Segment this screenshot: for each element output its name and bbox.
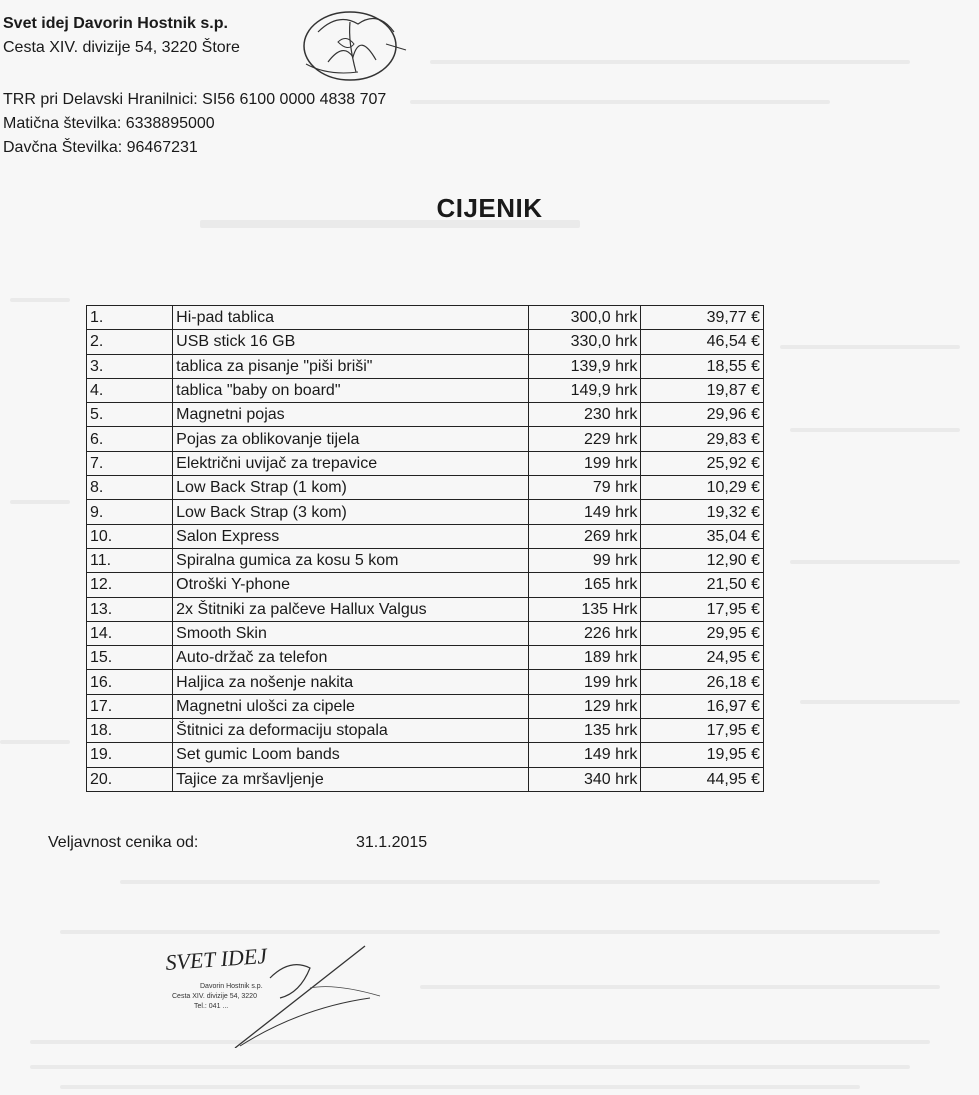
svg-text:Davorin Hostnik s.p.: Davorin Hostnik s.p. <box>200 983 263 990</box>
price-eur: 29,96 € <box>641 403 764 427</box>
item-name: Otroški Y-phone <box>173 573 529 597</box>
tax-number: Davčna Številka: 96467231 <box>3 139 198 156</box>
item-number: 3. <box>87 354 173 378</box>
item-name: tablica "baby on board" <box>173 378 529 402</box>
price-hrk: 226 hrk <box>528 621 640 645</box>
page-title: CIJENIK <box>436 193 543 223</box>
price-eur: 19,87 € <box>641 378 764 402</box>
price-hrk: 135 hrk <box>528 719 640 743</box>
table-row <box>87 646 764 670</box>
table-row <box>87 767 764 791</box>
price-table <box>86 305 764 792</box>
price-hrk: 139,9 hrk <box>528 354 640 378</box>
item-number: 16. <box>87 670 173 694</box>
item-number: 4. <box>87 378 173 402</box>
item-number: 2. <box>87 330 173 354</box>
bank-account: TRR pri Delavski Hranilnici: SI56 6100 0000 4838 707 <box>3 91 387 108</box>
item-name: tablica za pisanje "piši briši" <box>173 354 529 378</box>
item-number: 7. <box>87 451 173 475</box>
price-eur: 10,29 € <box>641 476 764 500</box>
price-eur: 24,95 € <box>641 646 764 670</box>
table-row <box>87 694 764 718</box>
item-name: Magnetni pojas <box>173 403 529 427</box>
item-name: Električni uvijač za trepavice <box>173 451 529 475</box>
price-hrk: 149 hrk <box>528 743 640 767</box>
price-eur: 29,83 € <box>641 427 764 451</box>
table-row <box>87 306 764 330</box>
price-hrk: 199 hrk <box>528 670 640 694</box>
item-number: 20. <box>87 767 173 791</box>
table-row <box>87 573 764 597</box>
svg-text:Tel.: 041 ...: Tel.: 041 ... <box>194 1003 229 1010</box>
table-row <box>87 378 764 402</box>
item-name: Set gumic Loom bands <box>173 743 529 767</box>
price-hrk: 149 hrk <box>528 500 640 524</box>
price-eur: 17,95 € <box>641 719 764 743</box>
price-eur: 19,32 € <box>641 500 764 524</box>
registration-number: Matična številka: 6338895000 <box>3 115 215 132</box>
price-hrk: 229 hrk <box>528 427 640 451</box>
item-name: Salon Express <box>173 524 529 548</box>
item-number: 9. <box>87 500 173 524</box>
item-number: 6. <box>87 427 173 451</box>
item-number: 11. <box>87 548 173 572</box>
item-number: 12. <box>87 573 173 597</box>
table-row <box>87 524 764 548</box>
item-number: 13. <box>87 597 173 621</box>
company-address: Cesta XIV. divizije 54, 3220 Štore <box>3 39 240 56</box>
price-eur: 44,95 € <box>641 767 764 791</box>
item-name: 2x Štitniki za palčeve Hallux Valgus <box>173 597 529 621</box>
svg-text:Cesta XIV. divizije 54, 3220: Cesta XIV. divizije 54, 3220 <box>172 993 257 1000</box>
company-details <box>3 88 386 160</box>
price-hrk: 99 hrk <box>528 548 640 572</box>
item-name: Štitnici za deformaciju stopala <box>173 719 529 743</box>
table-row <box>87 330 764 354</box>
table-row <box>87 427 764 451</box>
price-eur: 17,95 € <box>641 597 764 621</box>
table-row <box>87 476 764 500</box>
company-logo <box>298 2 410 84</box>
table-row <box>87 451 764 475</box>
item-name: Auto-držač za telefon <box>173 646 529 670</box>
item-name: Spiralna gumica za kosu 5 kom <box>173 548 529 572</box>
item-number: 10. <box>87 524 173 548</box>
item-name: Low Back Strap (3 kom) <box>173 500 529 524</box>
table-row <box>87 500 764 524</box>
table-row <box>87 354 764 378</box>
price-hrk: 230 hrk <box>528 403 640 427</box>
price-hrk: 269 hrk <box>528 524 640 548</box>
price-hrk: 330,0 hrk <box>528 330 640 354</box>
price-hrk: 129 hrk <box>528 694 640 718</box>
price-hrk: 300,0 hrk <box>528 306 640 330</box>
svg-text:SVET IDEJ: SVET IDEJ <box>164 942 268 975</box>
item-name: Haljica za nošenje nakita <box>173 670 529 694</box>
item-name: USB stick 16 GB <box>173 330 529 354</box>
item-number: 5. <box>87 403 173 427</box>
price-eur: 18,55 € <box>641 354 764 378</box>
price-eur: 19,95 € <box>641 743 764 767</box>
table-row <box>87 743 764 767</box>
price-hrk: 189 hrk <box>528 646 640 670</box>
item-number: 18. <box>87 719 173 743</box>
item-name: Magnetni ulošci za cipele <box>173 694 529 718</box>
item-number: 19. <box>87 743 173 767</box>
item-number: 14. <box>87 621 173 645</box>
price-eur: 16,97 € <box>641 694 764 718</box>
item-name: Tajice za mršavljenje <box>173 767 529 791</box>
table-row <box>87 670 764 694</box>
table-row <box>87 719 764 743</box>
table-row <box>87 548 764 572</box>
table-row <box>87 597 764 621</box>
item-name: Hi-pad tablica <box>173 306 529 330</box>
validity-date: 31.1.2015 <box>356 834 428 851</box>
price-hrk: 165 hrk <box>528 573 640 597</box>
table-row <box>87 621 764 645</box>
company-name: Svet idej Davorin Hostnik s.p. <box>3 15 228 32</box>
item-name: Smooth Skin <box>173 621 529 645</box>
item-number: 15. <box>87 646 173 670</box>
price-hrk: 199 hrk <box>528 451 640 475</box>
company-header <box>3 12 240 60</box>
price-eur: 12,90 € <box>641 548 764 572</box>
price-hrk: 135 Hrk <box>528 597 640 621</box>
price-eur: 29,95 € <box>641 621 764 645</box>
price-eur: 39,77 € <box>641 306 764 330</box>
price-hrk: 149,9 hrk <box>528 378 640 402</box>
price-eur: 35,04 € <box>641 524 764 548</box>
item-name: Pojas za oblikovanje tijela <box>173 427 529 451</box>
price-eur: 26,18 € <box>641 670 764 694</box>
company-stamp-signature <box>160 938 390 1048</box>
price-eur: 21,50 € <box>641 573 764 597</box>
price-eur: 46,54 € <box>641 330 764 354</box>
item-name: Low Back Strap (1 kom) <box>173 476 529 500</box>
price-eur: 25,92 € <box>641 451 764 475</box>
item-number: 8. <box>87 476 173 500</box>
validity-label: Veljavnost cenika od: <box>48 834 199 851</box>
item-number: 17. <box>87 694 173 718</box>
price-hrk: 340 hrk <box>528 767 640 791</box>
table-row <box>87 403 764 427</box>
price-hrk: 79 hrk <box>528 476 640 500</box>
item-number: 1. <box>87 306 173 330</box>
